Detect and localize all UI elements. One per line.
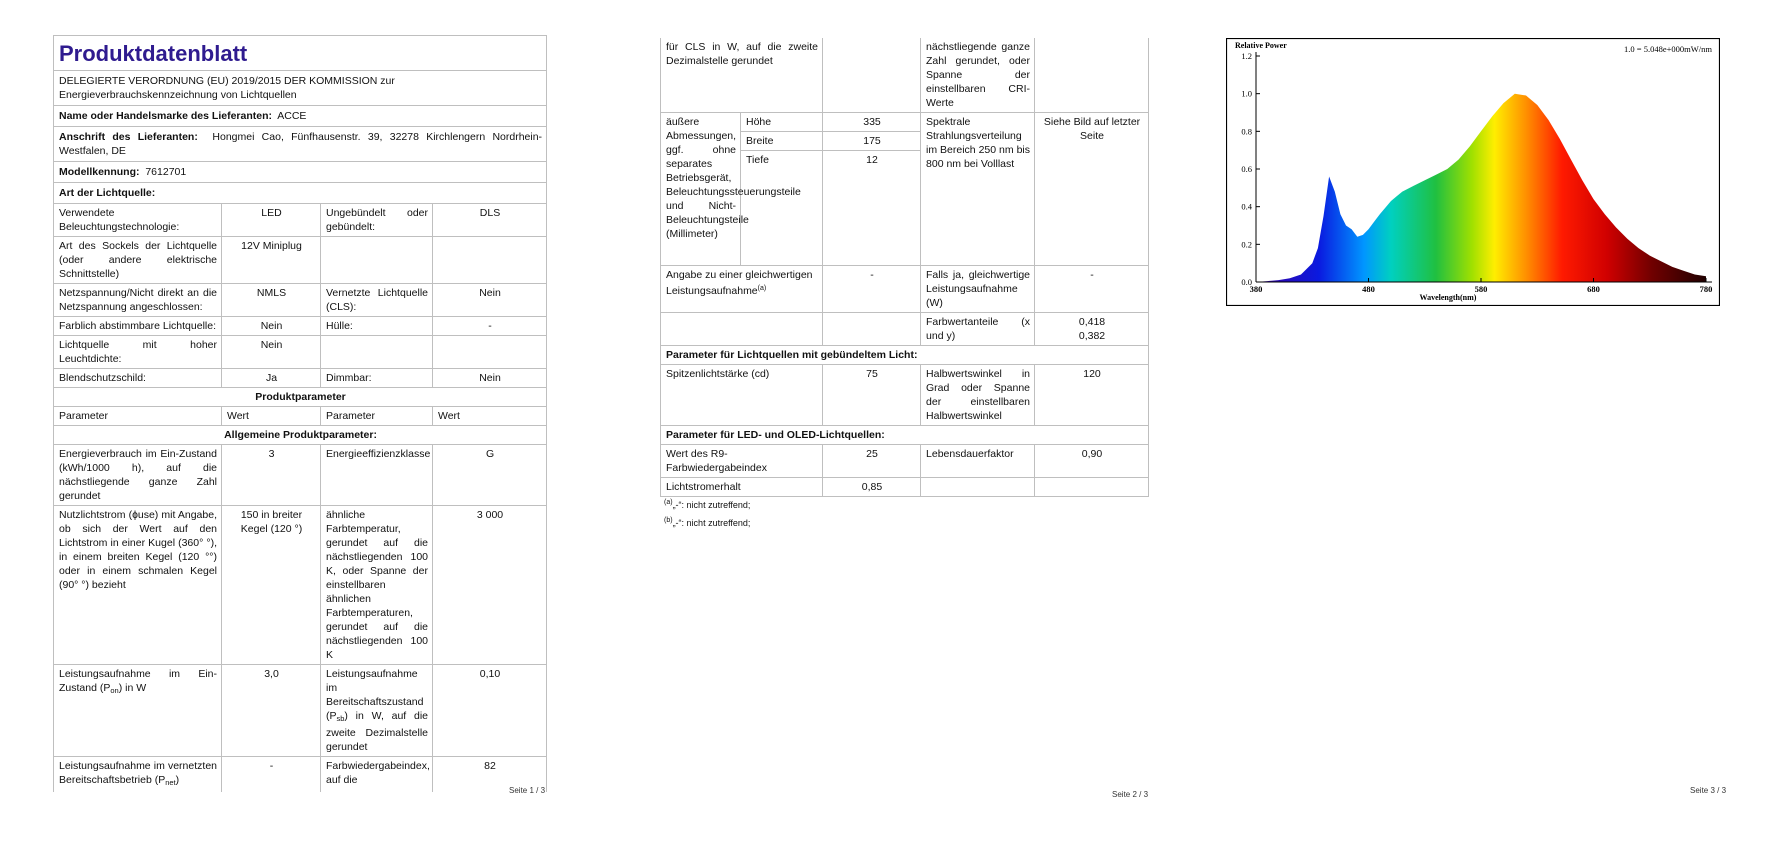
page-2 xyxy=(600,0,1160,842)
page-3 xyxy=(1200,0,1786,842)
table-cell: Vernetzte Lichtquelle (CLS): xyxy=(321,284,433,317)
table-cell: Spitzenlichtstärke (cd) xyxy=(661,365,823,426)
spectral-label: Spektrale Strahlungsverteilung im Bereich 250 nm bis 800 nm bei Volllast xyxy=(921,113,1035,266)
table-cell: 3,0 xyxy=(222,665,321,757)
pon-subscript: on xyxy=(110,686,119,695)
column-header: Wert xyxy=(222,407,321,426)
y-tick-label: 0.8 xyxy=(1241,126,1252,137)
y-tick-label: 1.0 xyxy=(1241,88,1252,99)
table-cell: - xyxy=(1035,266,1149,313)
x-tick-label: 580 xyxy=(1474,284,1488,294)
regulation-text: DELEGIERTE VERORDNUNG (EU) 2019/2015 DER KOMMISSION zur Energieverbrauchskennzeichnung von Lichtquellen xyxy=(54,71,547,106)
table-cell: Energieeffizienzklasse xyxy=(321,445,433,506)
supplier-address-row xyxy=(54,127,547,162)
table-cell: Art des Sockels der Lichtquelle (oder andere elektrische Schnittstelle) xyxy=(54,237,222,284)
footnote-mark: (a) xyxy=(664,499,673,506)
supplier-address-value: Hongmei Cao, Fünfhausenstr. 39, 32278 Kirchlengern Nordrhein-Westfalen, DE xyxy=(59,131,543,157)
footnote-ref: (a) xyxy=(757,285,767,292)
table-cell: 25 xyxy=(823,445,921,478)
dimension-value: 12 xyxy=(823,151,921,266)
product-params-heading: Produktparameter xyxy=(54,388,547,407)
table-cell: 0,85 xyxy=(823,478,921,497)
table-cell: Wert des R9-Farbwiedergabeindex xyxy=(661,445,823,478)
table-cell: 150 in breiter Kegel (120 °) xyxy=(222,506,321,665)
table-cell: Farbwertanteile (x und y) xyxy=(921,313,1035,346)
x-tick-label: 780 xyxy=(1699,284,1713,294)
table-cell: DLS xyxy=(433,204,547,237)
table-cell: nächstliegende ganze Zahl gerundet, oder Spanne der einstellbaren CRI-Werte xyxy=(921,38,1035,113)
table-cell xyxy=(661,313,823,346)
column-header: Parameter xyxy=(321,407,433,426)
dimension-value: 175 xyxy=(823,132,921,151)
table-row xyxy=(54,506,547,665)
y-tick-label: 0.6 xyxy=(1241,164,1252,174)
table-row xyxy=(661,113,1149,132)
table-cell: Lichtquelle mit hoher Leuchtdichte: xyxy=(54,336,222,369)
table-cell xyxy=(1035,313,1149,346)
table-cell: für CLS in W, auf die zweite Dezimalstelle gerundet xyxy=(661,38,823,113)
footnote-b xyxy=(664,513,750,531)
table-row xyxy=(54,757,547,793)
page-1 xyxy=(0,0,560,842)
psb-subscript: sb xyxy=(336,714,345,723)
table-row xyxy=(661,313,1149,346)
table-cell: Farbwiedergabeindex, auf die xyxy=(321,757,433,793)
table-cell: NMLS xyxy=(222,284,321,317)
dimension-value: 335 xyxy=(823,113,921,132)
pnet-label-tail: ) xyxy=(175,774,180,786)
footnote-mark: (b) xyxy=(664,517,673,524)
table-cell: Lichtstromerhalt xyxy=(661,478,823,497)
table-cell: 82 xyxy=(433,757,547,793)
dimensions-label: äußere Abmessungen, ggf. ohne separates Betriebsgerät, Beleuchtungssteuerungsteile und Nicht-Beleuchtungsteile (Millimeter) xyxy=(661,113,741,266)
directional-heading: Parameter für Lichtquellen mit gebündeltem Licht: xyxy=(661,346,1149,365)
table-cell xyxy=(321,237,433,284)
model-label: Modellkennung: xyxy=(59,166,140,178)
pon-label-tail: ) in W xyxy=(118,682,147,694)
table-cell: - xyxy=(823,266,921,313)
table-cell xyxy=(321,665,433,757)
spectral-value: Siehe Bild auf letzter Seite xyxy=(1035,113,1149,266)
table-cell: Dimmbar: xyxy=(321,369,433,388)
model-value: 7612701 xyxy=(145,166,187,178)
page-number: Seite 2 / 3 xyxy=(1112,790,1149,799)
y-tick-label: 0.2 xyxy=(1241,239,1252,250)
chroma-x-value: 0,418 xyxy=(1078,316,1106,328)
y-tick-label: 0.4 xyxy=(1241,201,1252,212)
table-cell: Lebensdauerfaktor xyxy=(921,445,1035,478)
table-cell: Ja xyxy=(222,369,321,388)
column-header: Parameter xyxy=(54,407,222,426)
page-title: Produktdatenblatt xyxy=(54,36,547,71)
table-row xyxy=(54,665,547,757)
datasheet-table-page-2 xyxy=(660,38,1149,497)
table-cell: Nutzlichtstrom (ɸuse) mit Angabe, ob sich der Wert auf den Lichtstrom in einer Kugel (360° °), in einem breiten Kegel (120 °°) oder in einem schmalen Kegel (90° °) bezieht xyxy=(54,506,222,665)
table-row xyxy=(661,445,1149,478)
table-header-row xyxy=(54,407,547,426)
table-cell: G xyxy=(433,445,547,506)
table-row xyxy=(54,204,547,237)
footnote-a xyxy=(664,495,750,513)
table-cell: Energieverbrauch im Ein-Zustand (kWh/1000 h), auf die nächstliegende ganze Zahl gerundet xyxy=(54,445,222,506)
x-axis-label: Wavelength(nm) xyxy=(1419,293,1477,302)
table-cell: - xyxy=(222,757,321,793)
psb-label-tail: ) in W, auf die zweite Dezimalstelle gerundet xyxy=(326,710,428,753)
table-cell: Nein xyxy=(433,369,547,388)
footnote-text: „-“: nicht zutreffend; xyxy=(672,518,751,528)
table-cell xyxy=(54,665,222,757)
general-params-heading: Allgemeine Produktparameter: xyxy=(54,426,547,445)
table-cell xyxy=(823,38,921,113)
chart-annotation: 1.0 = 5.048e+000mW/nm xyxy=(1624,44,1712,54)
table-cell xyxy=(823,313,921,346)
table-row xyxy=(661,365,1149,426)
dimension-name: Tiefe xyxy=(741,151,823,266)
table-cell xyxy=(1035,478,1149,497)
table-row xyxy=(54,445,547,506)
psb-label: Leistungsaufnahme im Bereitschaftszustand (P xyxy=(326,668,424,722)
supplier-name-row xyxy=(54,106,547,127)
table-cell: Ungebündelt oder gebündelt: xyxy=(321,204,433,237)
table-cell: Nein xyxy=(222,317,321,336)
pnet-subscript: net xyxy=(165,778,176,787)
table-row xyxy=(54,237,547,284)
x-tick-label: 380 xyxy=(1249,284,1263,294)
y-tick-label: 1.2 xyxy=(1241,51,1252,61)
table-cell xyxy=(321,336,433,369)
table-cell: 3 xyxy=(222,445,321,506)
datasheet-table-page-1 xyxy=(53,35,547,792)
x-tick-label: 680 xyxy=(1587,284,1600,294)
table-cell: 0,10 xyxy=(433,665,547,757)
table-cell: Netzspannung/Nicht direkt an die Netzspannung angeschlossen: xyxy=(54,284,222,317)
table-cell: ähnliche Farbtemperatur, gerundet auf die nächstliegenden 100 K, oder Spanne der einstellbaren ähnlichen Farbtemperaturen, gerundet auf die nächstliegenden 100 K xyxy=(321,506,433,665)
supplier-name-label: Name oder Handelsmarke des Lieferanten: xyxy=(59,110,272,122)
chroma-y-value: 0,382 xyxy=(1078,330,1106,342)
table-cell: Nein xyxy=(222,336,321,369)
table-cell xyxy=(433,336,547,369)
table-cell: Halbwertswinkel in Grad oder Spanne der einstellbaren Halbwertswinkel xyxy=(921,365,1035,426)
supplier-address-label: Anschrift des Lieferanten: xyxy=(59,131,198,143)
table-cell xyxy=(921,478,1035,497)
led-heading: Parameter für LED- und OLED-Lichtquellen: xyxy=(661,426,1149,445)
table-cell: Farblich abstimmbare Lichtquelle: xyxy=(54,317,222,336)
table-cell: LED xyxy=(222,204,321,237)
table-cell: Hülle: xyxy=(321,317,433,336)
equiv-label: Angabe zu einer gleichwertigen Leistungsaufnahme xyxy=(666,269,813,297)
table-cell: Blendschutzschild: xyxy=(54,369,222,388)
supplier-name-value: ACCE xyxy=(277,110,307,122)
table-row xyxy=(54,317,547,336)
table-cell xyxy=(1035,38,1149,113)
table-row xyxy=(54,336,547,369)
light-type-heading: Art der Lichtquelle: xyxy=(54,183,547,204)
table-cell: Nein xyxy=(433,284,547,317)
x-tick-label: 480 xyxy=(1362,284,1375,294)
table-cell: 0,90 xyxy=(1035,445,1149,478)
table-cell: Falls ja, gleichwertige Leistungsaufnahme (W) xyxy=(921,266,1035,313)
column-header: Wert xyxy=(433,407,547,426)
dimension-name: Höhe xyxy=(741,113,823,132)
page-number: Seite 1 / 3 xyxy=(509,786,546,795)
pnet-label: Leistungsaufnahme im vernetzten Bereitschaftsbetrieb (P xyxy=(59,760,217,786)
table-cell xyxy=(661,266,823,313)
table-cell: 120 xyxy=(1035,365,1149,426)
dimension-name: Breite xyxy=(741,132,823,151)
table-row xyxy=(661,38,1149,113)
table-cell: 3 000 xyxy=(433,506,547,665)
table-cell: 12V Miniplug xyxy=(222,237,321,284)
table-cell xyxy=(433,237,547,284)
footnote-text: „-“: nicht zutreffend; xyxy=(672,500,751,510)
table-row xyxy=(661,266,1149,313)
table-cell xyxy=(54,757,222,793)
table-row xyxy=(54,369,547,388)
table-row xyxy=(54,284,547,317)
model-row xyxy=(54,162,547,183)
chart-title: Relative Power xyxy=(1235,41,1287,50)
table-cell: 75 xyxy=(823,365,921,426)
page-number: Seite 3 / 3 xyxy=(1690,786,1727,795)
y-tick-label: 0.0 xyxy=(1241,277,1252,287)
pon-label: Leistungsaufnahme im Ein-Zustand (P xyxy=(59,668,217,694)
table-row xyxy=(661,478,1149,497)
footnotes xyxy=(664,495,750,531)
table-cell: Verwendete Beleuchtungstechnologie: xyxy=(54,204,222,237)
table-cell: - xyxy=(433,317,547,336)
spectral-distribution-chart xyxy=(1226,38,1720,306)
